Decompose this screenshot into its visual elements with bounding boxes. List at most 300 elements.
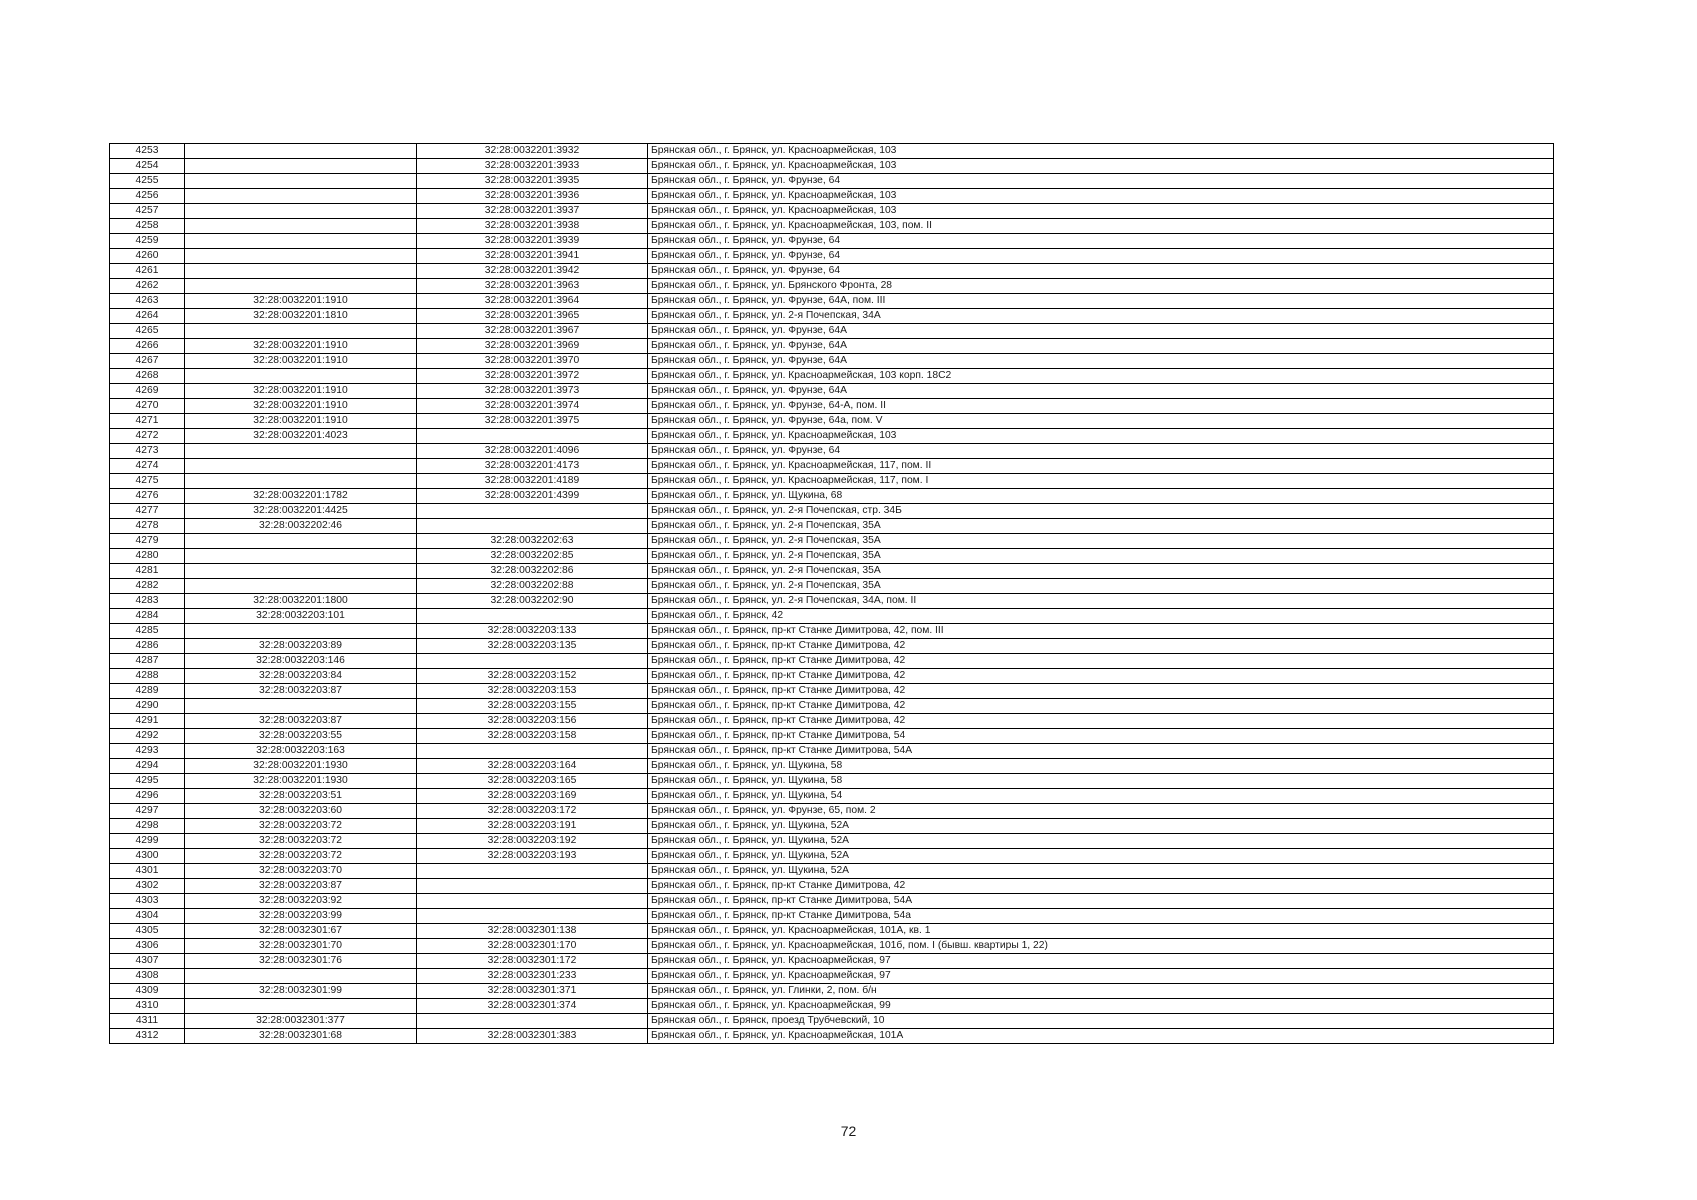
row-number-cell: 4273 bbox=[110, 444, 185, 459]
table-row bbox=[110, 159, 1554, 174]
address-cell: Брянская обл., г. Брянск, ул. Щукина, 52А bbox=[648, 864, 1554, 879]
row-number-cell: 4292 bbox=[110, 729, 185, 744]
table-row bbox=[110, 939, 1554, 954]
cadastral-number-cell: 32:28:0032201:4189 bbox=[417, 474, 648, 489]
cadastral-number-cell: 32:28:0032203:158 bbox=[417, 729, 648, 744]
row-number-cell: 4300 bbox=[110, 849, 185, 864]
row-number-cell: 4260 bbox=[110, 249, 185, 264]
table-row bbox=[110, 414, 1554, 429]
table-row bbox=[110, 249, 1554, 264]
row-number-cell: 4272 bbox=[110, 429, 185, 444]
cadastral-number-cell: 32:28:0032301:170 bbox=[417, 939, 648, 954]
address-cell: Брянская обл., г. Брянск, ул. Красноармейская, 103 bbox=[648, 429, 1554, 444]
address-cell: Брянская обл., г. Брянск, пр-кт Станке Димитрова, 42 bbox=[648, 879, 1554, 894]
parent-cadastral-number-cell bbox=[185, 204, 417, 219]
parent-cadastral-number-cell bbox=[185, 234, 417, 249]
row-number-cell: 4308 bbox=[110, 969, 185, 984]
address-cell: Брянская обл., г. Брянск, ул. Фрунзе, 64А bbox=[648, 354, 1554, 369]
address-cell: Брянская обл., г. Брянск, ул. 2-я Почепская, стр. 34Б bbox=[648, 504, 1554, 519]
row-number-cell: 4271 bbox=[110, 414, 185, 429]
table-row bbox=[110, 834, 1554, 849]
parent-cadastral-number-cell: 32:28:0032201:1910 bbox=[185, 399, 417, 414]
table-row bbox=[110, 144, 1554, 159]
row-number-cell: 4285 bbox=[110, 624, 185, 639]
address-cell: Брянская обл., г. Брянск, ул. Красноармейская, 117, пом. I bbox=[648, 474, 1554, 489]
row-number-cell: 4276 bbox=[110, 489, 185, 504]
cadastral-number-cell: 32:28:0032301:233 bbox=[417, 969, 648, 984]
address-cell: Брянская обл., г. Брянск, пр-кт Станке Димитрова, 54А bbox=[648, 744, 1554, 759]
row-number-cell: 4281 bbox=[110, 564, 185, 579]
parent-cadastral-number-cell bbox=[185, 969, 417, 984]
parent-cadastral-number-cell bbox=[185, 999, 417, 1014]
row-number-cell: 4289 bbox=[110, 684, 185, 699]
parent-cadastral-number-cell bbox=[185, 564, 417, 579]
row-number-cell: 4267 bbox=[110, 354, 185, 369]
cadastral-number-cell: 32:28:0032202:90 bbox=[417, 594, 648, 609]
cadastral-number-cell: 32:28:0032201:3939 bbox=[417, 234, 648, 249]
parent-cadastral-number-cell: 32:28:0032203:84 bbox=[185, 669, 417, 684]
cadastral-table bbox=[109, 143, 1554, 1044]
parent-cadastral-number-cell: 32:28:0032203:163 bbox=[185, 744, 417, 759]
cadastral-number-cell: 32:28:0032301:383 bbox=[417, 1029, 648, 1044]
parent-cadastral-number-cell: 32:28:0032203:72 bbox=[185, 834, 417, 849]
parent-cadastral-number-cell: 32:28:0032203:60 bbox=[185, 804, 417, 819]
table-row bbox=[110, 804, 1554, 819]
parent-cadastral-number-cell: 32:28:0032301:68 bbox=[185, 1029, 417, 1044]
row-number-cell: 4258 bbox=[110, 219, 185, 234]
table-row bbox=[110, 189, 1554, 204]
address-cell: Брянская обл., г. Брянск, 42 bbox=[648, 609, 1554, 624]
cadastral-number-cell: 32:28:0032201:3932 bbox=[417, 144, 648, 159]
table-row bbox=[110, 504, 1554, 519]
cadastral-number-cell: 32:28:0032201:3938 bbox=[417, 219, 648, 234]
address-cell: Брянская обл., г. Брянск, пр-кт Станке Димитрова, 42 bbox=[648, 639, 1554, 654]
row-number-cell: 4307 bbox=[110, 954, 185, 969]
parent-cadastral-number-cell bbox=[185, 624, 417, 639]
cadastral-number-cell: 32:28:0032201:3964 bbox=[417, 294, 648, 309]
parent-cadastral-number-cell bbox=[185, 174, 417, 189]
address-cell: Брянская обл., г. Брянск, ул. Красноармейская, 103 bbox=[648, 189, 1554, 204]
address-cell: Брянская обл., г. Брянск, пр-кт Станке Димитрова, 42 bbox=[648, 654, 1554, 669]
address-cell: Брянская обл., г. Брянск, ул. Красноармейская, 103 bbox=[648, 204, 1554, 219]
table-row bbox=[110, 819, 1554, 834]
parent-cadastral-number-cell: 32:28:0032301:377 bbox=[185, 1014, 417, 1029]
address-cell: Брянская обл., г. Брянск, пр-кт Станке Димитрова, 42, пом. III bbox=[648, 624, 1554, 639]
parent-cadastral-number-cell bbox=[185, 534, 417, 549]
cadastral-number-cell: 32:28:0032301:172 bbox=[417, 954, 648, 969]
cadastral-number-cell: 32:28:0032301:374 bbox=[417, 999, 648, 1014]
parent-cadastral-number-cell: 32:28:0032201:1910 bbox=[185, 339, 417, 354]
row-number-cell: 4279 bbox=[110, 534, 185, 549]
table-row bbox=[110, 444, 1554, 459]
table-row bbox=[110, 759, 1554, 774]
row-number-cell: 4266 bbox=[110, 339, 185, 354]
row-number-cell: 4255 bbox=[110, 174, 185, 189]
parent-cadastral-number-cell: 32:28:0032203:101 bbox=[185, 609, 417, 624]
address-cell: Брянская обл., г. Брянск, ул. Фрунзе, 64-А, пом. II bbox=[648, 399, 1554, 414]
cadastral-number-cell bbox=[417, 609, 648, 624]
address-cell: Брянская обл., г. Брянск, ул. Щукина, 68 bbox=[648, 489, 1554, 504]
table-row bbox=[110, 864, 1554, 879]
row-number-cell: 4254 bbox=[110, 159, 185, 174]
parent-cadastral-number-cell: 32:28:0032301:99 bbox=[185, 984, 417, 999]
address-cell: Брянская обл., г. Брянск, ул. Красноармейская, 99 bbox=[648, 999, 1554, 1014]
table-body bbox=[110, 144, 1554, 1044]
row-number-cell: 4262 bbox=[110, 279, 185, 294]
address-cell: Брянская обл., г. Брянск, пр-кт Станке Димитрова, 42 bbox=[648, 669, 1554, 684]
parent-cadastral-number-cell bbox=[185, 579, 417, 594]
row-number-cell: 4298 bbox=[110, 819, 185, 834]
row-number-cell: 4257 bbox=[110, 204, 185, 219]
table-row bbox=[110, 969, 1554, 984]
address-cell: Брянская обл., г. Брянск, ул. 2-я Почепская, 34А, пом. II bbox=[648, 594, 1554, 609]
address-cell: Брянская обл., г. Брянск, ул. Красноармейская, 101б, пом. I (бывш. квартиры 1, 22) bbox=[648, 939, 1554, 954]
parent-cadastral-number-cell: 32:28:0032301:76 bbox=[185, 954, 417, 969]
table-row bbox=[110, 924, 1554, 939]
table-row bbox=[110, 909, 1554, 924]
table-row bbox=[110, 384, 1554, 399]
parent-cadastral-number-cell: 32:28:0032201:4425 bbox=[185, 504, 417, 519]
row-number-cell: 4270 bbox=[110, 399, 185, 414]
parent-cadastral-number-cell: 32:28:0032202:46 bbox=[185, 519, 417, 534]
parent-cadastral-number-cell: 32:28:0032203:72 bbox=[185, 849, 417, 864]
address-cell: Брянская обл., г. Брянск, ул. 2-я Почепская, 34А bbox=[648, 309, 1554, 324]
table-row bbox=[110, 339, 1554, 354]
row-number-cell: 4290 bbox=[110, 699, 185, 714]
row-number-cell: 4269 bbox=[110, 384, 185, 399]
cadastral-number-cell: 32:28:0032301:371 bbox=[417, 984, 648, 999]
table-row bbox=[110, 894, 1554, 909]
address-cell: Брянская обл., г. Брянск, ул. Фрунзе, 64 bbox=[648, 444, 1554, 459]
cadastral-number-cell: 32:28:0032202:85 bbox=[417, 549, 648, 564]
address-cell: Брянская обл., г. Брянск, ул. Красноармейская, 101А bbox=[648, 1029, 1554, 1044]
address-cell: Брянская обл., г. Брянск, пр-кт Станке Димитрова, 42 bbox=[648, 714, 1554, 729]
table-row bbox=[110, 639, 1554, 654]
row-number-cell: 4305 bbox=[110, 924, 185, 939]
parent-cadastral-number-cell: 32:28:0032203:87 bbox=[185, 879, 417, 894]
row-number-cell: 4256 bbox=[110, 189, 185, 204]
table-row bbox=[110, 459, 1554, 474]
cadastral-number-cell: 32:28:0032201:3973 bbox=[417, 384, 648, 399]
table-row bbox=[110, 609, 1554, 624]
address-cell: Брянская обл., г. Брянск, ул. Щукина, 58 bbox=[648, 774, 1554, 789]
table-row bbox=[110, 534, 1554, 549]
cadastral-number-cell: 32:28:0032203:172 bbox=[417, 804, 648, 819]
cadastral-number-cell: 32:28:0032203:153 bbox=[417, 684, 648, 699]
address-cell: Брянская обл., г. Брянск, ул. 2-я Почепская, 35А bbox=[648, 534, 1554, 549]
cadastral-number-cell: 32:28:0032201:3965 bbox=[417, 309, 648, 324]
parent-cadastral-number-cell: 32:28:0032201:1930 bbox=[185, 774, 417, 789]
row-number-cell: 4295 bbox=[110, 774, 185, 789]
cadastral-number-cell: 32:28:0032203:155 bbox=[417, 699, 648, 714]
parent-cadastral-number-cell bbox=[185, 444, 417, 459]
table-row bbox=[110, 954, 1554, 969]
cadastral-number-cell bbox=[417, 894, 648, 909]
address-cell: Брянская обл., г. Брянск, ул. Фрунзе, 64А bbox=[648, 384, 1554, 399]
row-number-cell: 4253 bbox=[110, 144, 185, 159]
parent-cadastral-number-cell: 32:28:0032201:1800 bbox=[185, 594, 417, 609]
row-number-cell: 4309 bbox=[110, 984, 185, 999]
address-cell: Брянская обл., г. Брянск, ул. Фрунзе, 64А bbox=[648, 324, 1554, 339]
address-cell: Брянская обл., г. Брянск, ул. Щукина, 52А bbox=[648, 849, 1554, 864]
cadastral-number-cell: 32:28:0032202:88 bbox=[417, 579, 648, 594]
row-number-cell: 4291 bbox=[110, 714, 185, 729]
row-number-cell: 4312 bbox=[110, 1029, 185, 1044]
cadastral-number-cell: 32:28:0032201:4096 bbox=[417, 444, 648, 459]
row-number-cell: 4301 bbox=[110, 864, 185, 879]
parent-cadastral-number-cell: 32:28:0032203:51 bbox=[185, 789, 417, 804]
table-row bbox=[110, 999, 1554, 1014]
table-row bbox=[110, 1029, 1554, 1044]
table-row bbox=[110, 774, 1554, 789]
parent-cadastral-number-cell: 32:28:0032203:70 bbox=[185, 864, 417, 879]
cadastral-number-cell bbox=[417, 654, 648, 669]
address-cell: Брянская обл., г. Брянск, ул. Красноармейская, 103 корп. 18С2 bbox=[648, 369, 1554, 384]
address-cell: Брянская обл., г. Брянск, пр-кт Станке Димитрова, 42 bbox=[648, 699, 1554, 714]
cadastral-number-cell: 32:28:0032301:138 bbox=[417, 924, 648, 939]
cadastral-number-cell: 32:28:0032201:3972 bbox=[417, 369, 648, 384]
table-row bbox=[110, 489, 1554, 504]
parent-cadastral-number-cell: 32:28:0032301:67 bbox=[185, 924, 417, 939]
row-number-cell: 4311 bbox=[110, 1014, 185, 1029]
address-cell: Брянская обл., г. Брянск, ул. Щукина, 52А bbox=[648, 819, 1554, 834]
cadastral-number-cell: 32:28:0032203:135 bbox=[417, 639, 648, 654]
cadastral-number-cell: 32:28:0032201:3967 bbox=[417, 324, 648, 339]
table-row bbox=[110, 219, 1554, 234]
cadastral-number-cell: 32:28:0032203:169 bbox=[417, 789, 648, 804]
table-row bbox=[110, 579, 1554, 594]
row-number-cell: 4284 bbox=[110, 609, 185, 624]
parent-cadastral-number-cell: 32:28:0032201:1910 bbox=[185, 354, 417, 369]
table-row bbox=[110, 729, 1554, 744]
address-cell: Брянская обл., г. Брянск, ул. Красноармейская, 101А, кв. 1 bbox=[648, 924, 1554, 939]
row-number-cell: 4303 bbox=[110, 894, 185, 909]
table-row bbox=[110, 879, 1554, 894]
table-row bbox=[110, 594, 1554, 609]
row-number-cell: 4263 bbox=[110, 294, 185, 309]
row-number-cell: 4274 bbox=[110, 459, 185, 474]
table-row bbox=[110, 744, 1554, 759]
row-number-cell: 4296 bbox=[110, 789, 185, 804]
table-row bbox=[110, 654, 1554, 669]
table-row bbox=[110, 429, 1554, 444]
address-cell: Брянская обл., г. Брянск, ул. Брянского Фронта, 28 bbox=[648, 279, 1554, 294]
cadastral-number-cell bbox=[417, 429, 648, 444]
table-row bbox=[110, 789, 1554, 804]
cadastral-number-cell: 32:28:0032203:165 bbox=[417, 774, 648, 789]
parent-cadastral-number-cell: 32:28:0032203:89 bbox=[185, 639, 417, 654]
parent-cadastral-number-cell bbox=[185, 219, 417, 234]
address-cell: Брянская обл., г. Брянск, ул. Щукина, 54 bbox=[648, 789, 1554, 804]
cadastral-number-cell bbox=[417, 744, 648, 759]
cadastral-number-cell: 32:28:0032201:3969 bbox=[417, 339, 648, 354]
parent-cadastral-number-cell: 32:28:0032203:146 bbox=[185, 654, 417, 669]
address-cell: Брянская обл., г. Брянск, пр-кт Станке Димитрова, 42 bbox=[648, 684, 1554, 699]
parent-cadastral-number-cell: 32:28:0032201:1910 bbox=[185, 294, 417, 309]
parent-cadastral-number-cell bbox=[185, 264, 417, 279]
address-cell: Брянская обл., г. Брянск, ул. Щукина, 58 bbox=[648, 759, 1554, 774]
address-cell: Брянская обл., г. Брянск, ул. Красноармейская, 117, пом. II bbox=[648, 459, 1554, 474]
cadastral-number-cell: 32:28:0032203:133 bbox=[417, 624, 648, 639]
parent-cadastral-number-cell bbox=[185, 474, 417, 489]
parent-cadastral-number-cell: 32:28:0032203:87 bbox=[185, 684, 417, 699]
cadastral-number-cell: 32:28:0032201:4173 bbox=[417, 459, 648, 474]
address-cell: Брянская обл., г. Брянск, ул. Фрунзе, 64 bbox=[648, 249, 1554, 264]
table-row bbox=[110, 474, 1554, 489]
parent-cadastral-number-cell: 32:28:0032201:1910 bbox=[185, 414, 417, 429]
parent-cadastral-number-cell bbox=[185, 144, 417, 159]
address-cell: Брянская обл., г. Брянск, пр-кт Станке Димитрова, 54а bbox=[648, 909, 1554, 924]
row-number-cell: 4259 bbox=[110, 234, 185, 249]
page-number: 72 bbox=[840, 1123, 857, 1139]
parent-cadastral-number-cell: 32:28:0032201:1782 bbox=[185, 489, 417, 504]
cadastral-number-cell: 32:28:0032203:156 bbox=[417, 714, 648, 729]
address-cell: Брянская обл., г. Брянск, проезд Трубчевский, 10 bbox=[648, 1014, 1554, 1029]
table-row bbox=[110, 624, 1554, 639]
row-number-cell: 4261 bbox=[110, 264, 185, 279]
parent-cadastral-number-cell bbox=[185, 459, 417, 474]
cadastral-number-cell bbox=[417, 909, 648, 924]
row-number-cell: 4294 bbox=[110, 759, 185, 774]
cadastral-number-cell: 32:28:0032201:3935 bbox=[417, 174, 648, 189]
cadastral-number-cell: 32:28:0032201:3933 bbox=[417, 159, 648, 174]
cadastral-number-cell: 32:28:0032202:63 bbox=[417, 534, 648, 549]
address-cell: Брянская обл., г. Брянск, ул. Фрунзе, 64А bbox=[648, 339, 1554, 354]
cadastral-number-cell: 32:28:0032203:193 bbox=[417, 849, 648, 864]
parent-cadastral-number-cell bbox=[185, 324, 417, 339]
table-row bbox=[110, 699, 1554, 714]
parent-cadastral-number-cell bbox=[185, 249, 417, 264]
address-cell: Брянская обл., г. Брянск, ул. 2-я Почепская, 35А bbox=[648, 519, 1554, 534]
parent-cadastral-number-cell bbox=[185, 699, 417, 714]
address-cell: Брянская обл., г. Брянск, ул. Красноармейская, 103 bbox=[648, 159, 1554, 174]
address-cell: Брянская обл., г. Брянск, пр-кт Станке Димитрова, 54А bbox=[648, 894, 1554, 909]
table-row bbox=[110, 174, 1554, 189]
parent-cadastral-number-cell: 32:28:0032203:99 bbox=[185, 909, 417, 924]
table-row bbox=[110, 669, 1554, 684]
parent-cadastral-number-cell: 32:28:0032203:55 bbox=[185, 729, 417, 744]
address-cell: Брянская обл., г. Брянск, ул. Фрунзе, 64 bbox=[648, 174, 1554, 189]
address-cell: Брянская обл., г. Брянск, ул. Щукина, 52А bbox=[648, 834, 1554, 849]
cadastral-number-cell: 32:28:0032203:192 bbox=[417, 834, 648, 849]
parent-cadastral-number-cell bbox=[185, 159, 417, 174]
row-number-cell: 4282 bbox=[110, 579, 185, 594]
table-row bbox=[110, 1014, 1554, 1029]
table-row bbox=[110, 984, 1554, 999]
table-row bbox=[110, 279, 1554, 294]
address-cell: Брянская обл., г. Брянск, ул. Фрунзе, 64 bbox=[648, 264, 1554, 279]
parent-cadastral-number-cell: 32:28:0032203:92 bbox=[185, 894, 417, 909]
row-number-cell: 4302 bbox=[110, 879, 185, 894]
cadastral-number-cell: 32:28:0032201:3941 bbox=[417, 249, 648, 264]
row-number-cell: 4265 bbox=[110, 324, 185, 339]
parent-cadastral-number-cell bbox=[185, 189, 417, 204]
address-cell: Брянская обл., г. Брянск, пр-кт Станке Димитрова, 54 bbox=[648, 729, 1554, 744]
row-number-cell: 4278 bbox=[110, 519, 185, 534]
address-cell: Брянская обл., г. Брянск, ул. 2-я Почепская, 35А bbox=[648, 549, 1554, 564]
cadastral-number-cell: 32:28:0032201:3974 bbox=[417, 399, 648, 414]
parent-cadastral-number-cell: 32:28:0032203:72 bbox=[185, 819, 417, 834]
address-cell: Брянская обл., г. Брянск, ул. Фрунзе, 64А, пом. III bbox=[648, 294, 1554, 309]
row-number-cell: 4304 bbox=[110, 909, 185, 924]
row-number-cell: 4286 bbox=[110, 639, 185, 654]
address-cell: Брянская обл., г. Брянск, ул. Красноармейская, 103 bbox=[648, 144, 1554, 159]
row-number-cell: 4277 bbox=[110, 504, 185, 519]
parent-cadastral-number-cell: 32:28:0032201:1930 bbox=[185, 759, 417, 774]
parent-cadastral-number-cell: 32:28:0032201:1810 bbox=[185, 309, 417, 324]
table-row bbox=[110, 684, 1554, 699]
table-row bbox=[110, 549, 1554, 564]
address-cell: Брянская обл., г. Брянск, ул. Фрунзе, 64а, пом. V bbox=[648, 414, 1554, 429]
cadastral-number-cell: 32:28:0032201:3936 bbox=[417, 189, 648, 204]
table-row bbox=[110, 324, 1554, 339]
parent-cadastral-number-cell bbox=[185, 279, 417, 294]
cadastral-number-cell: 32:28:0032203:164 bbox=[417, 759, 648, 774]
cadastral-number-cell: 32:28:0032203:191 bbox=[417, 819, 648, 834]
cadastral-number-cell bbox=[417, 879, 648, 894]
table-row bbox=[110, 849, 1554, 864]
row-number-cell: 4287 bbox=[110, 654, 185, 669]
cadastral-number-cell: 32:28:0032203:152 bbox=[417, 669, 648, 684]
address-cell: Брянская обл., г. Брянск, ул. 2-я Почепская, 35А bbox=[648, 579, 1554, 594]
address-cell: Брянская обл., г. Брянск, ул. Фрунзе, 65, пом. 2 bbox=[648, 804, 1554, 819]
row-number-cell: 4299 bbox=[110, 834, 185, 849]
row-number-cell: 4283 bbox=[110, 594, 185, 609]
table-row bbox=[110, 369, 1554, 384]
row-number-cell: 4264 bbox=[110, 309, 185, 324]
cadastral-number-cell: 32:28:0032201:3937 bbox=[417, 204, 648, 219]
address-cell: Брянская обл., г. Брянск, ул. Красноармейская, 103, пом. II bbox=[648, 219, 1554, 234]
address-cell: Брянская обл., г. Брянск, ул. Красноармейская, 97 bbox=[648, 954, 1554, 969]
parent-cadastral-number-cell: 32:28:0032203:87 bbox=[185, 714, 417, 729]
table-row bbox=[110, 264, 1554, 279]
parent-cadastral-number-cell bbox=[185, 369, 417, 384]
row-number-cell: 4297 bbox=[110, 804, 185, 819]
cadastral-number-cell bbox=[417, 504, 648, 519]
address-cell: Брянская обл., г. Брянск, ул. Глинки, 2, пом. б/н bbox=[648, 984, 1554, 999]
parent-cadastral-number-cell: 32:28:0032301:70 bbox=[185, 939, 417, 954]
cadastral-number-cell: 32:28:0032202:86 bbox=[417, 564, 648, 579]
address-cell: Брянская обл., г. Брянск, ул. Красноармейская, 97 bbox=[648, 969, 1554, 984]
cadastral-number-cell: 32:28:0032201:3975 bbox=[417, 414, 648, 429]
parent-cadastral-number-cell: 32:28:0032201:4023 bbox=[185, 429, 417, 444]
table-row bbox=[110, 204, 1554, 219]
table-row bbox=[110, 399, 1554, 414]
row-number-cell: 4280 bbox=[110, 549, 185, 564]
table-row bbox=[110, 234, 1554, 249]
cadastral-number-cell bbox=[417, 1014, 648, 1029]
cadastral-number-cell: 32:28:0032201:3942 bbox=[417, 264, 648, 279]
row-number-cell: 4288 bbox=[110, 669, 185, 684]
table-row bbox=[110, 519, 1554, 534]
cadastral-number-cell bbox=[417, 864, 648, 879]
cadastral-number-cell: 32:28:0032201:4399 bbox=[417, 489, 648, 504]
table-row bbox=[110, 564, 1554, 579]
row-number-cell: 4275 bbox=[110, 474, 185, 489]
row-number-cell: 4293 bbox=[110, 744, 185, 759]
cadastral-number-cell: 32:28:0032201:3970 bbox=[417, 354, 648, 369]
row-number-cell: 4306 bbox=[110, 939, 185, 954]
table-row bbox=[110, 354, 1554, 369]
address-cell: Брянская обл., г. Брянск, ул. 2-я Почепская, 35А bbox=[648, 564, 1554, 579]
cadastral-number-cell bbox=[417, 519, 648, 534]
parent-cadastral-number-cell bbox=[185, 549, 417, 564]
row-number-cell: 4310 bbox=[110, 999, 185, 1014]
table-row bbox=[110, 294, 1554, 309]
table-row bbox=[110, 714, 1554, 729]
cadastral-number-cell: 32:28:0032201:3963 bbox=[417, 279, 648, 294]
parent-cadastral-number-cell: 32:28:0032201:1910 bbox=[185, 384, 417, 399]
